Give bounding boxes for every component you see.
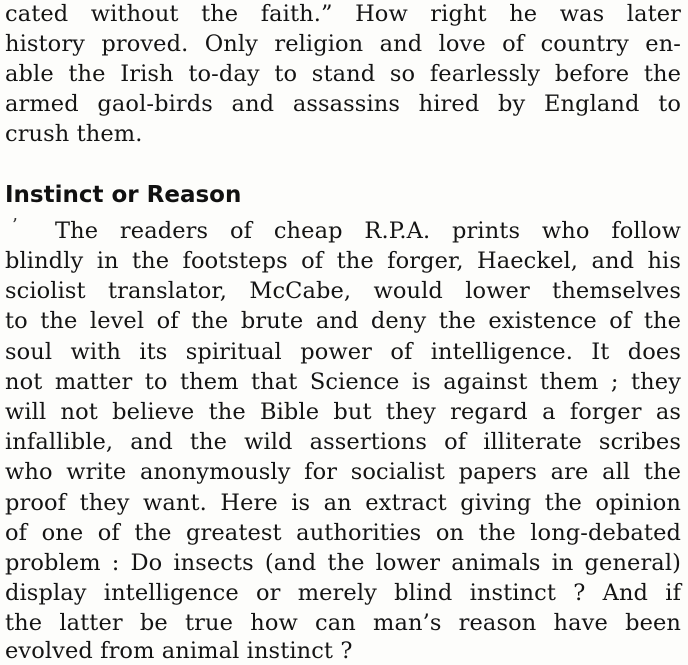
- body-text-line: infallible, and the wild assertions of illiterate scribes: [5, 429, 681, 455]
- margin-mark: ’: [12, 215, 18, 236]
- section-heading: Instinct or Reason: [5, 182, 242, 208]
- body-text-line: not matter to them that Science is against them ; they: [5, 369, 681, 395]
- body-text-line: able the Irish to-day to stand so fearlessly before the: [5, 61, 681, 87]
- body-text-line: problem : Do insects (and the lower animals in general): [5, 550, 681, 576]
- body-text-line: to the level of the brute and deny the existence of the: [5, 308, 681, 334]
- body-text-line: of one of the greatest authorities on the long-debated: [5, 520, 681, 546]
- body-text-line: proof they want. Here is an extract giving the opinion: [5, 490, 681, 516]
- body-text-line: evolved from animal instinct ?: [5, 638, 353, 664]
- body-text-line: display intelligence or merely blind instinct ? And if: [5, 580, 681, 606]
- body-text-line: cated without the faith.” How right he was later: [5, 1, 681, 27]
- body-text-line: The readers of cheap R.P.A. prints who follow: [55, 218, 681, 244]
- body-text-line: will not believe the Bible but they regard a forger as: [5, 399, 681, 425]
- body-text-line: the latter be true how can man’s reason have been: [5, 610, 681, 636]
- body-text-line: sciolist translator, McCabe, would lower themselves: [5, 278, 681, 304]
- body-text-line: blindly in the footsteps of the forger, Haeckel, and his: [5, 248, 681, 274]
- body-text-line: history proved. Only religion and love of country en-: [5, 31, 681, 57]
- body-text-line: crush them.: [5, 121, 143, 147]
- body-text-line: who write anonymously for socialist papers are all the: [5, 459, 681, 485]
- body-text-line: armed gaol-birds and assassins hired by England to: [5, 91, 681, 117]
- body-text-line: soul with its spiritual power of intelligence. It does: [5, 339, 681, 365]
